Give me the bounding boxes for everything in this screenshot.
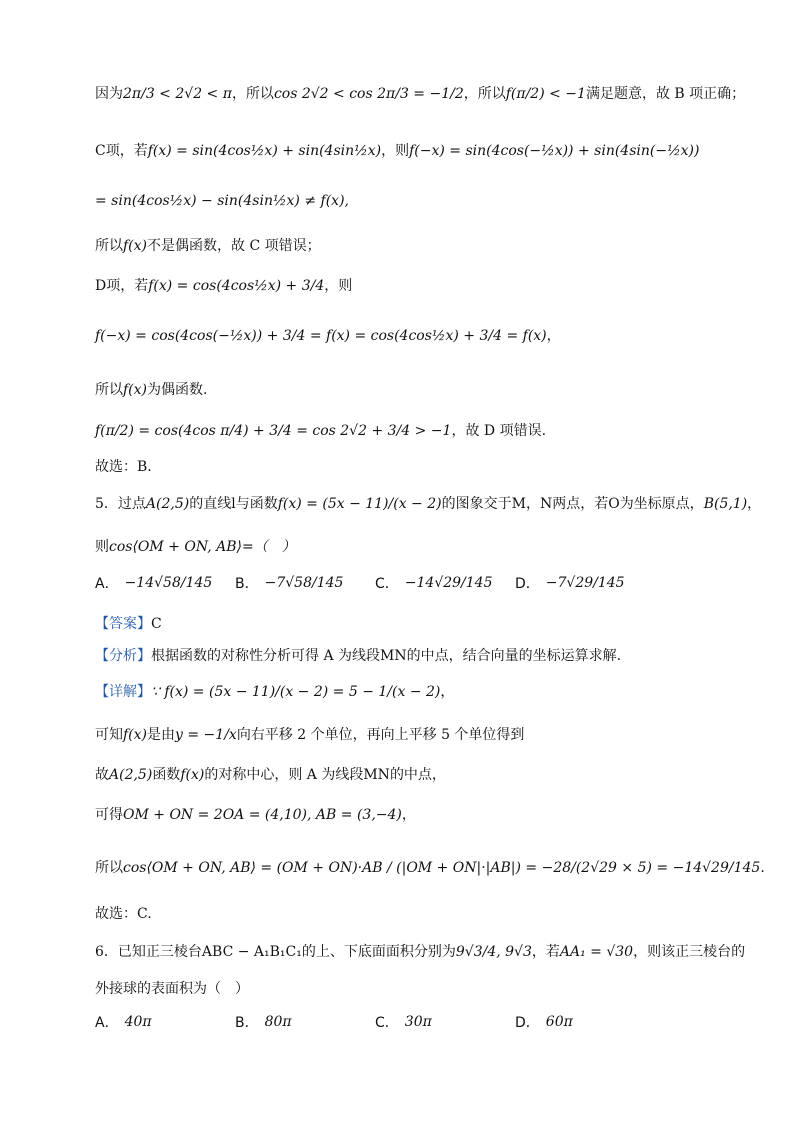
line-segment: ， (440, 684, 455, 700)
text-line-l19 (95, 906, 734, 923)
line-segment: 则 (95, 539, 109, 555)
line-segment: 2π/3 < 2√2 < π (123, 86, 232, 102)
line-segment: C项，若 (95, 143, 148, 159)
line-segment: ，所以 (231, 86, 274, 102)
text-line-l6 (95, 328, 734, 345)
line-segment: ， (546, 328, 561, 344)
option-value: −14√29/145 (404, 575, 493, 591)
text-line-l8 (95, 423, 734, 440)
q5_options-option (515, 573, 655, 593)
option-letter: D． (515, 576, 540, 592)
option-value: −7√58/145 (264, 575, 344, 591)
line-segment: f(x) (123, 727, 148, 743)
line-segment: cos⟨OM + ON, AB⟩ = (OM + ON)·AB / (|OM + ON|·|AB|) = −28/(2√29 × 5) = −14√29/145 (123, 860, 761, 876)
text-line-l9 (95, 459, 734, 476)
line-segment: ， (747, 496, 762, 512)
line-segment: 是由 (147, 727, 176, 743)
line-segment: l (231, 496, 236, 512)
line-segment: f(−x) = sin(4cos(−½x)) + sin(4sin(−½x)) (409, 143, 700, 159)
line-segment: 为偶函数. (147, 382, 208, 398)
option-letter: C． (375, 576, 399, 592)
line-segment: y = −1/x (175, 727, 237, 743)
text-line-l1 (95, 86, 746, 103)
text-line-l14 (95, 684, 734, 701)
line-segment: D项，若 (95, 278, 149, 294)
line-segment: 两点，若 (552, 496, 609, 512)
line-segment: 故 (95, 767, 109, 783)
line-segment: f(π/2) = cos(4cos π/4) + 3/4 = cos 2√2 + 3/4 > −1 (95, 423, 452, 439)
line-segment: 所以 (95, 860, 123, 876)
line-segment: f(x) = cos(4cos½x) + 3/4 (148, 278, 325, 294)
line-segment: 函数 (152, 767, 181, 783)
q5-options (95, 573, 655, 593)
text-line-l5 (95, 278, 734, 295)
line-segment: 向右平移 2 个单位，再向上平移 5 个单位得到 (236, 727, 525, 743)
line-segment: 故选：B. (95, 459, 152, 475)
line-segment: 【答案】 (95, 616, 151, 632)
line-segment: ，则 (381, 143, 410, 159)
option-letter: A． (95, 576, 119, 592)
line-segment: 所以 (95, 238, 123, 254)
line-segment: 不是偶函数，故 C 项错误； (147, 238, 321, 254)
line-segment: 所以 (95, 382, 123, 398)
line-segment: ，所以 (463, 86, 506, 102)
line-segment: 的上、下底面面积分别为 (301, 944, 456, 960)
text-line-l2 (95, 143, 734, 160)
text-line-l10 (95, 496, 762, 513)
line-segment: 的直线 (189, 496, 232, 512)
q5_options-option (235, 573, 375, 593)
q5_options-option (95, 573, 235, 593)
line-segment: 的图象交于 (441, 496, 512, 512)
text-line-l7 (95, 382, 734, 399)
text-line-l15 (95, 727, 734, 744)
q5_options-option (375, 573, 515, 593)
q6_options-option (515, 1012, 655, 1032)
text-line-l3 (95, 193, 734, 210)
line-segment: f(x) = (5x − 11)/(x − 2) (277, 496, 442, 512)
line-segment: ，故 D 项错误. (451, 423, 547, 439)
q6-options (95, 1012, 655, 1032)
line-segment: ∵ f(x) = (5x − 11)/(x − 2) = 5 − 1/(x − 2) (151, 684, 441, 700)
text-line-l4 (95, 238, 734, 255)
line-segment: 【分析】 (95, 648, 151, 664)
line-segment: = sin(4cos½x) − sin(4sin½x) ≠ f(x), (95, 193, 349, 209)
line-segment: f(x) (123, 238, 148, 254)
option-letter: D． (515, 1015, 540, 1031)
line-segment: O (608, 496, 620, 512)
line-segment: 可得 (95, 807, 123, 823)
line-segment: 的对称中心，则 A 为线段 (204, 767, 364, 783)
text-line-l20 (95, 944, 746, 961)
line-segment: B(5,1) (703, 496, 748, 512)
line-segment: A(2,5) (145, 496, 190, 512)
option-value: −7√29/145 (545, 575, 625, 591)
option-letter: A． (95, 1015, 119, 1031)
line-segment: M，N (511, 496, 553, 512)
line-segment: 为坐标原点， (619, 496, 704, 512)
line-segment: 可知 (95, 727, 123, 743)
line-segment: A(2,5) (109, 767, 153, 783)
line-segment: MN (363, 767, 390, 783)
line-segment: cos 2√2 < cos 2π/3 = −1/2 (273, 86, 464, 102)
line-segment: 5．过点 (95, 496, 146, 512)
text-line-l13 (95, 648, 734, 665)
line-segment: 6．已知正三棱台 (95, 944, 202, 960)
q6_options-option (95, 1012, 235, 1032)
q6_options-option (375, 1012, 515, 1032)
text-line-l12 (95, 616, 734, 633)
option-value: 30π (404, 1014, 432, 1030)
text-line-l16 (95, 767, 734, 784)
text-line-l21 (95, 981, 734, 998)
line-segment: 故选：C. (95, 906, 152, 922)
line-segment: ， (401, 807, 416, 823)
line-segment: ，则该正三棱台的 (633, 944, 746, 960)
line-segment: 的中点，结合向量的坐标运算求解. (406, 648, 622, 664)
line-segment: AA₁ = √30 (559, 944, 634, 960)
line-segment: . (760, 860, 765, 876)
line-segment: f(x) = sin(4cos½x) + sin(4sin½x) (147, 143, 382, 159)
text-line-l11 (95, 539, 734, 556)
line-segment: C (151, 616, 162, 632)
line-segment: ，若 (531, 944, 560, 960)
line-segment: 9√3/4, 9√3 (455, 944, 532, 960)
line-segment: 【详解】 (95, 684, 151, 700)
line-segment: 的中点， (389, 767, 446, 783)
option-letter: B． (235, 576, 259, 592)
line-segment: ABC − A₁B₁C₁ (201, 944, 302, 960)
line-segment: 与函数 (235, 496, 278, 512)
line-segment: 根据函数的对称性分析可得 A 为线段 (151, 648, 381, 664)
option-value: 60π (545, 1014, 573, 1030)
line-segment: ，则 (324, 278, 353, 294)
text-line-l17 (95, 807, 734, 824)
line-segment: f(x) (180, 767, 205, 783)
line-segment: 因为 (95, 86, 123, 102)
line-segment: =（ ） (241, 539, 296, 555)
line-segment: cos⟨OM + ON, AB⟩ (109, 539, 242, 555)
line-segment: f(−x) = cos(4cos(−½x)) + 3/4 = f(x) = cos(4cos½x) + 3/4 = f(x) (95, 328, 547, 344)
line-segment: 满足题意，故 B 项正确； (585, 86, 746, 102)
q6_options-option (235, 1012, 375, 1032)
option-letter: B． (235, 1015, 259, 1031)
option-value: 40π (124, 1014, 152, 1030)
line-segment: 外接球的表面积为（ ） (95, 981, 249, 997)
line-segment: f(x) (123, 382, 148, 398)
line-segment: f(π/2) < −1 (505, 86, 586, 102)
text-line-l18 (95, 860, 765, 877)
line-segment: MN (380, 648, 407, 664)
option-letter: C． (375, 1015, 399, 1031)
line-segment: OM + ON = 2OA = (4,10), AB = (3,−4) (123, 807, 402, 823)
option-value: −14√58/145 (124, 575, 213, 591)
option-value: 80π (264, 1014, 292, 1030)
